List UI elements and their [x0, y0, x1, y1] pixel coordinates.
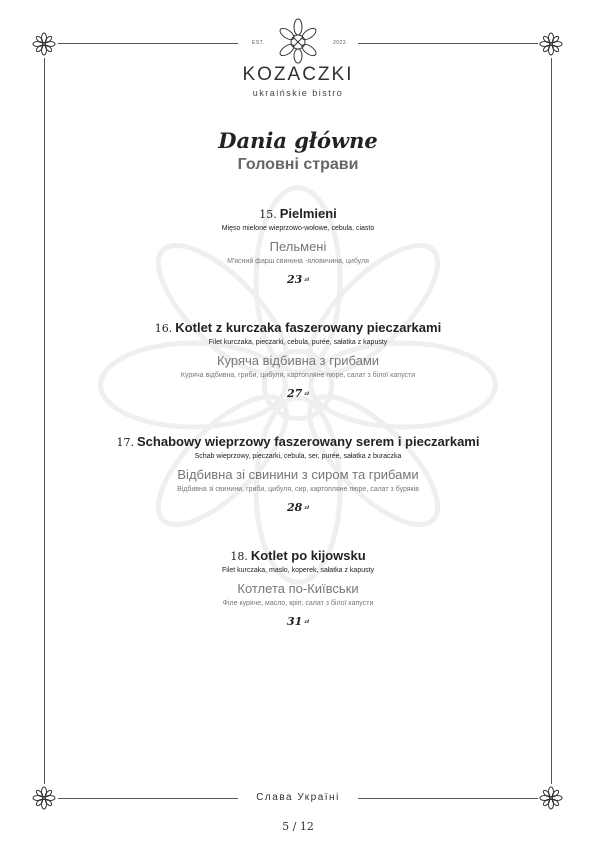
dish-price — [0, 615, 596, 628]
price-currency: zł — [304, 391, 310, 397]
price-currency: zł — [304, 619, 310, 625]
logo-flower-icon — [278, 18, 318, 64]
dish-description-ua: Філе куряче, масло, кріп, салат з білої капусти — [222, 600, 374, 607]
dish-name-ua: Котлета по-Київськи — [237, 581, 359, 596]
dish-description-pl: Filet kurczaka, masło, koperek, sałatka z kapusty — [221, 567, 375, 574]
price-value: 31 — [286, 615, 303, 628]
dish-description-pl: Filet kurczaka, pieczarki, cebula, purée, sałatka z kapusty — [208, 339, 388, 346]
dish-description-ua: Відбивна зі свинини, гриби, цибуля, сир, картопляне пюре, салат з буряків — [177, 486, 419, 493]
price-currency: zł — [304, 277, 310, 283]
dish-name-ua: Куряча відбивна з грибами — [216, 353, 380, 368]
dish-title: Schabowy wieprzowy faszerowany serem i pieczarkami — [137, 434, 480, 449]
price-value: 27 — [286, 387, 303, 400]
section-title-pl: Dania główne — [218, 128, 378, 153]
price-value: 28 — [286, 501, 303, 514]
est-label: EST. — [252, 40, 265, 46]
dish-price — [0, 273, 596, 286]
section-title-ua: Головні страви — [237, 156, 359, 173]
menu-item — [0, 434, 596, 514]
dish-description-pl: Mięso mielone wieprzowo-wołowe, cebula, ciasto — [221, 225, 375, 232]
dish-description-ua: М'ясний фарш свинина -яловичина, цибуля — [227, 258, 369, 265]
footer-slogan: Слава Україні — [256, 792, 340, 803]
dish-name-pl — [0, 434, 596, 449]
frame-top-left-rule — [58, 43, 238, 44]
dish-name-pl — [0, 548, 596, 563]
flower-corner-icon — [32, 32, 56, 56]
dish-number: 18. — [230, 550, 248, 563]
dish-description-pl: Schab wieprzowy, pieczarki, cebula, ser, purée, sałatka z buraczka — [194, 453, 402, 460]
dish-number: 17. — [116, 436, 134, 449]
menu-item — [0, 320, 596, 400]
dish-number: 15. — [259, 208, 277, 221]
dish-title: Pielmieni — [279, 206, 337, 221]
price-currency: zł — [304, 505, 310, 511]
dish-price — [0, 501, 596, 514]
brand-subtitle: ukraińskie bistro — [252, 88, 344, 98]
dish-price — [0, 387, 596, 400]
dish-title: Kotlet z kurczaka faszerowany pieczarkami — [175, 320, 442, 335]
dish-name-pl — [0, 206, 596, 221]
price-value: 23 — [286, 273, 303, 286]
dish-number: 16. — [154, 322, 173, 335]
page-total: 12 — [299, 820, 314, 833]
dish-title: Kotlet po kijowsku — [250, 548, 366, 563]
page-number: 5 / 12 — [282, 820, 314, 833]
dish-name-ua: Відбивна зі свинини з сиром та грибами — [177, 467, 419, 482]
menu-item — [0, 206, 596, 286]
dish-description-ua: Куряча відбивна, гриби, цибуля, картопляне пюре, салат з білої капусти — [180, 372, 416, 379]
frame-top-right-rule — [358, 43, 538, 44]
dish-name-pl — [0, 320, 596, 335]
dish-name-ua: Пельмені — [269, 239, 327, 254]
flower-corner-icon — [539, 32, 563, 56]
est-year: 2022 — [333, 40, 347, 46]
menu-item — [0, 548, 596, 628]
brand-name: KOZACZKI — [242, 64, 354, 85]
page-current: 5 — [282, 820, 290, 833]
